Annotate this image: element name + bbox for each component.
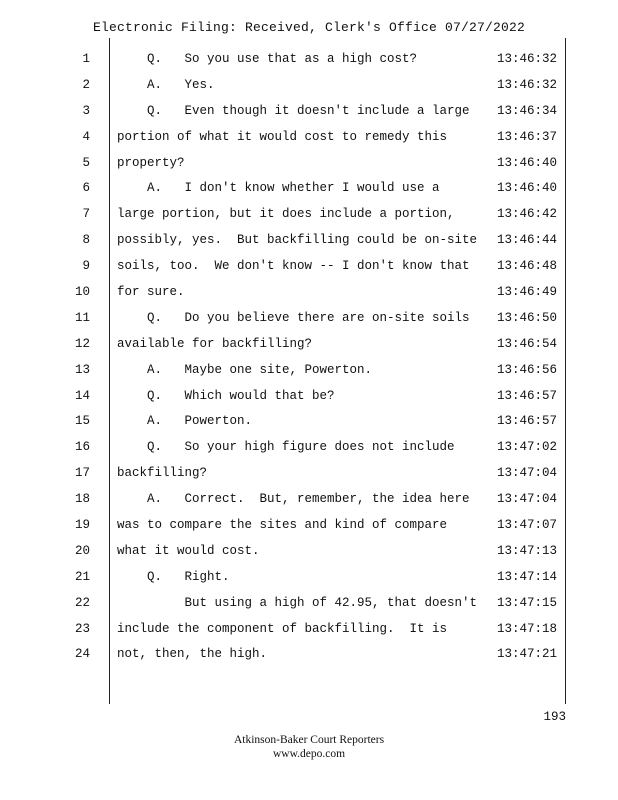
line-text: But using a high of 42.95, that doesn't (117, 595, 478, 610)
line-number: 5 (82, 155, 90, 170)
line-text: what it would cost. (117, 543, 260, 558)
line-timestamp: 13:46:37 (496, 129, 557, 144)
transcript-line (0, 518, 618, 544)
transcript-line (0, 440, 618, 466)
line-number: 1 (82, 52, 90, 66)
line-timestamp: 13:47:21 (496, 647, 557, 662)
line-timestamp: 13:46:40 (496, 155, 557, 170)
line-timestamp: 13:47:15 (496, 595, 557, 610)
line-text: Q. Even though it doesn't include a large (117, 103, 470, 118)
line-timestamp: 13:47:14 (496, 569, 557, 584)
line-number: 2 (82, 77, 90, 92)
line-timestamp: 13:46:32 (496, 77, 557, 92)
line-timestamp: 13:46:42 (496, 207, 557, 222)
line-text: A. Powerton. (117, 414, 253, 429)
line-number: 13 (74, 362, 90, 377)
transcript-line (0, 259, 618, 285)
line-text: Q. Do you believe there are on-site soils (117, 310, 470, 325)
line-timestamp: 13:46:56 (496, 362, 557, 377)
line-timestamp: 13:47:04 (496, 466, 557, 481)
footer-website: www.depo.com (272, 748, 346, 760)
line-text: A. Yes. (117, 77, 215, 92)
line-timestamp: 13:46:40 (496, 181, 557, 196)
line-text: Q. So you use that as a high cost? (117, 52, 418, 66)
transcript-line (0, 647, 618, 673)
transcript-line (0, 311, 618, 337)
line-number: 10 (74, 285, 90, 300)
transcript-line (0, 181, 618, 207)
line-number: 22 (74, 595, 90, 610)
line-text: Q. Right. (117, 569, 230, 584)
transcript-line (0, 492, 618, 518)
transcript-line (0, 52, 618, 78)
line-timestamp: 13:47:18 (496, 621, 557, 636)
line-text: Q. Which would that be? (117, 388, 335, 403)
line-timestamp: 13:46:44 (496, 233, 557, 248)
line-number: 7 (82, 207, 90, 222)
line-text: available for backfilling? (117, 336, 313, 351)
line-timestamp: 13:46:50 (496, 310, 557, 325)
line-number: 11 (74, 310, 90, 325)
line-text: property? (117, 155, 185, 170)
transcript-lines (0, 52, 618, 673)
line-text: A. I don't know whether I would use a (117, 181, 440, 196)
line-number: 4 (82, 129, 90, 144)
line-text: large portion, but it does include a portion, (117, 207, 455, 222)
transcript-line (0, 363, 618, 389)
line-timestamp: 13:47:02 (496, 440, 557, 455)
footer-company: Atkinson-Baker Court Reporters (233, 734, 385, 746)
footer (0, 733, 618, 761)
line-text: portion of what it would cost to remedy this (117, 129, 448, 144)
line-text: for sure. (117, 285, 185, 300)
line-number: 6 (82, 181, 90, 196)
transcript-line (0, 544, 618, 570)
line-timestamp: 13:46:57 (496, 414, 557, 429)
line-number: 14 (74, 388, 90, 403)
line-timestamp: 13:46:32 (496, 52, 557, 66)
line-number: 9 (82, 259, 90, 274)
line-number: 20 (74, 543, 90, 558)
line-text: include the component of backfilling. It is (117, 621, 448, 636)
transcript-line (0, 389, 618, 415)
line-number: 18 (74, 492, 90, 507)
line-timestamp: 13:46:54 (496, 336, 557, 351)
line-number: 15 (74, 414, 90, 429)
line-timestamp: 13:47:04 (496, 492, 557, 507)
page-number: 193 (543, 710, 566, 724)
line-number: 12 (74, 336, 90, 351)
line-number: 17 (74, 466, 90, 481)
transcript-line (0, 130, 618, 156)
transcript-line (0, 104, 618, 130)
transcript-line (0, 466, 618, 492)
line-number: 23 (74, 621, 90, 636)
line-text: was to compare the sites and kind of compare (117, 518, 448, 533)
line-timestamp: 13:46:49 (496, 285, 557, 300)
transcript-line (0, 207, 618, 233)
line-number: 16 (74, 440, 90, 455)
line-number: 3 (82, 103, 90, 118)
line-text: Q. So your high figure does not include (117, 440, 455, 455)
line-timestamp: 13:46:48 (496, 259, 557, 274)
transcript-line (0, 233, 618, 259)
transcript-line (0, 570, 618, 596)
transcript-line (0, 337, 618, 363)
transcript-line (0, 285, 618, 311)
transcript-line (0, 622, 618, 648)
line-text: A. Correct. But, remember, the idea here (117, 492, 470, 507)
line-timestamp: 13:47:07 (496, 518, 557, 533)
line-text: possibly, yes. But backfilling could be on-site (117, 233, 478, 248)
line-timestamp: 13:46:34 (496, 103, 557, 118)
transcript-line (0, 596, 618, 622)
line-text: soils, too. We don't know -- I don't know that (117, 259, 470, 274)
line-timestamp: 13:46:57 (496, 388, 557, 403)
transcript-line (0, 78, 618, 104)
transcript-line (0, 156, 618, 182)
line-timestamp: 13:47:13 (496, 543, 557, 558)
filing-header: Electronic Filing: Received, Clerk's Office 07/27/2022 (92, 20, 526, 35)
line-text: A. Maybe one site, Powerton. (117, 362, 373, 377)
line-text: not, then, the high. (117, 647, 268, 662)
line-number: 19 (74, 518, 90, 533)
line-number: 24 (74, 647, 90, 662)
line-number: 8 (82, 233, 90, 248)
transcript-line (0, 414, 618, 440)
line-text: backfilling? (117, 466, 208, 481)
line-number: 21 (74, 569, 90, 584)
